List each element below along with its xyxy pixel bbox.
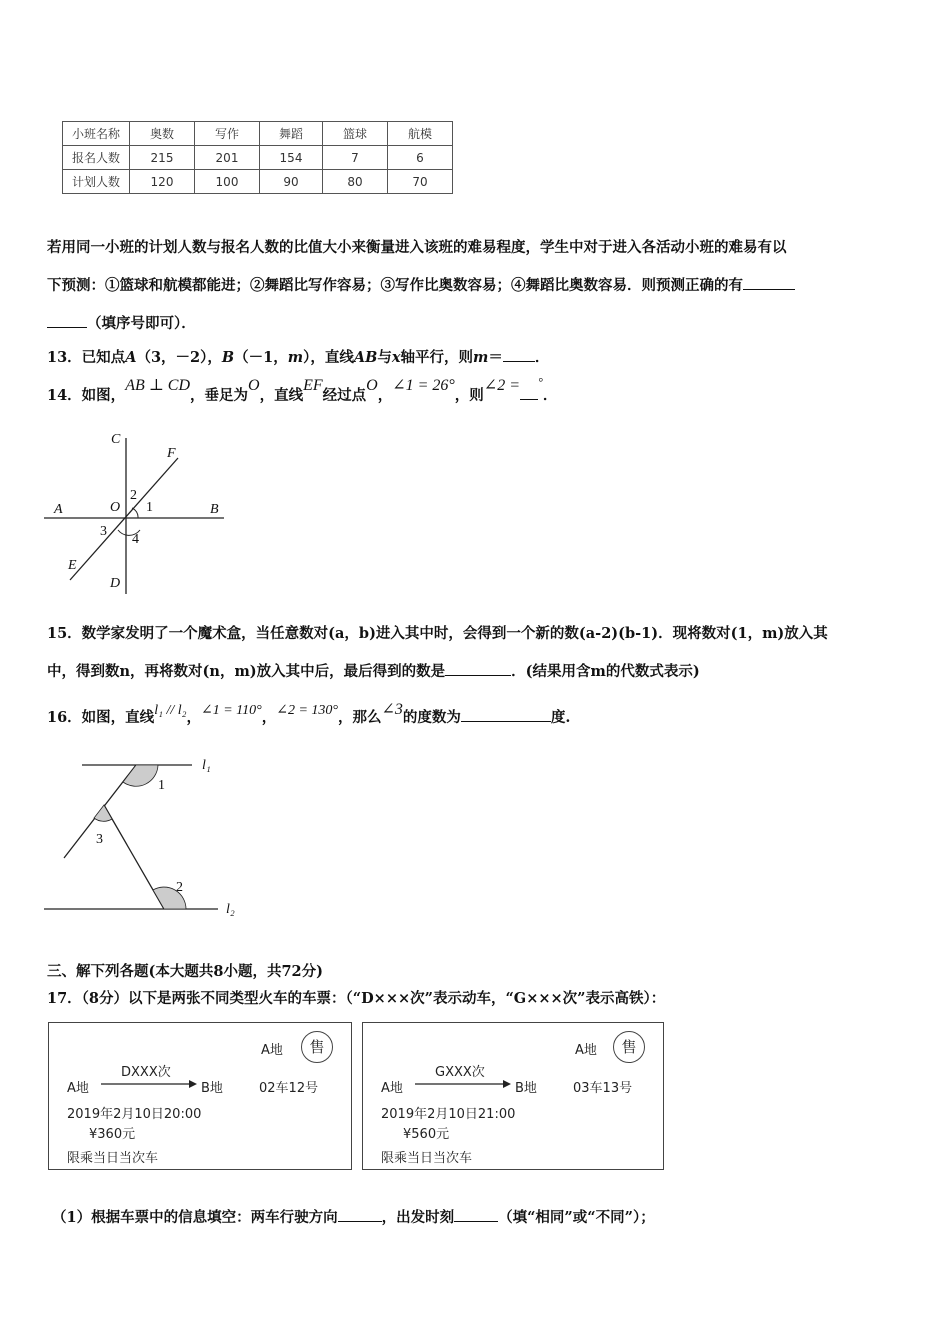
q14-perp: AB ⊥ CD — [125, 377, 191, 394]
table-cell: 报名人数 — [63, 146, 130, 170]
arrow-right-icon — [101, 1078, 197, 1090]
answer-blank — [743, 275, 795, 290]
q17-sub1c: （填“相同”或“不同”）； — [498, 1209, 655, 1226]
label-2: 2 — [176, 880, 183, 895]
q13-point-b: B — [221, 349, 235, 366]
ticket-seat: 03车13号 — [573, 1081, 633, 1096]
q14-o: O — [248, 377, 260, 394]
table-cell: 篮球 — [323, 122, 388, 146]
label-d: D — [110, 576, 121, 591]
q14-then: ，则 — [454, 387, 484, 404]
ticket-seat: 02车12号 — [259, 1081, 319, 1096]
q16-angle3: ∠3 — [381, 701, 403, 718]
q12-line2 — [47, 274, 907, 295]
answer-blank — [503, 347, 535, 362]
table-cell: 201 — [195, 146, 260, 170]
answer-blank — [47, 313, 87, 328]
q15-line2a: 中，得到数n，再将数对(n，m)放入其中后，最后得到的数是 — [47, 663, 446, 680]
label-f: F — [167, 446, 176, 461]
q17-sub1 — [52, 1206, 912, 1227]
label-l1: l₁ — [202, 758, 211, 773]
section-3-heading: 三、解下列各题(本大题共8小题，共72分) — [47, 963, 323, 980]
q16-angle1: ∠1 = 110° — [200, 703, 262, 718]
q13-axis: 轴平行，则 — [400, 349, 474, 366]
table-cell: 120 — [130, 170, 195, 194]
answer-blank — [454, 1207, 498, 1222]
registration-table — [62, 121, 453, 194]
question-14 — [47, 375, 907, 405]
ticket-stamp: 售 — [301, 1031, 333, 1063]
q17-sub1a: （1）根据车票中的信息填空：两车行驶方向 — [52, 1209, 338, 1226]
figure-16-diagram — [40, 752, 260, 927]
ticket-price: ¥560元 — [403, 1127, 450, 1142]
q13-num: 13．已知点 — [47, 349, 126, 366]
q16-comma2: ， — [261, 709, 277, 726]
label-c: C — [111, 432, 121, 447]
q14-angle1: ∠1 = 26° — [392, 377, 455, 394]
q12-line3-text: （填序号即可）． — [87, 315, 196, 332]
ticket-from: A地 — [67, 1081, 89, 1096]
q17-intro: 17．（8分）以下是两张不同类型火车的车票：（“D×××次”表示动车，“G×××次”表示高铁）： — [47, 990, 666, 1007]
ticket-datetime: 2019年2月10日20:00 — [67, 1107, 202, 1122]
table-row — [63, 170, 453, 194]
q16-then: ，那么 — [338, 709, 382, 726]
figure-16 — [40, 752, 260, 927]
q13-point-a: A — [125, 349, 137, 366]
ticket-note: 限乘当日当次车 — [67, 1151, 159, 1166]
table-cell: 100 — [195, 170, 260, 194]
q13-x: x — [391, 349, 401, 366]
q16-num: 16．如图，直线 — [47, 709, 155, 726]
q13-line-ab: AB — [353, 349, 378, 366]
q14-end: ． — [542, 387, 558, 404]
label-l2: l₂ — [226, 902, 235, 917]
table-cell: 80 — [323, 170, 388, 194]
answer-blank — [520, 385, 538, 400]
ticket-datetime: 2019年2月10日21:00 — [381, 1107, 516, 1122]
table-cell: 215 — [130, 146, 195, 170]
q16-angle2: ∠2 = 130° — [276, 703, 339, 718]
q13-m: m — [287, 349, 304, 366]
label-a: A — [54, 502, 63, 517]
table-cell: 航模 — [388, 122, 453, 146]
ticket-price: ¥360元 — [89, 1127, 136, 1142]
q17-sub1b: ，出发时刻 — [381, 1209, 455, 1226]
q16-end: 度. — [550, 709, 571, 726]
train-ticket-d — [48, 1022, 352, 1170]
q15-line1: 15．数学家发明了一个魔术盒，当任意数对(a，b)进入其中时，会得到一个新的数(a-2)(b-1)．现将数对(1，m)放入其 — [47, 625, 828, 642]
q16-parallel: l₁ // l₂ — [154, 703, 187, 718]
figure-14 — [40, 430, 240, 600]
answer-blank — [461, 707, 551, 722]
label-b: B — [210, 502, 219, 517]
label-2: 2 — [130, 488, 137, 503]
q14-num: 14．如图， — [47, 387, 126, 404]
q13-parallel: 与 — [377, 349, 392, 366]
q14-deg: ° — [538, 375, 543, 389]
ticket-station-top: A地 — [261, 1043, 283, 1058]
ticket-train-number: GXXX次 — [435, 1065, 485, 1080]
table-cell: 舞蹈 — [260, 122, 323, 146]
ticket-station-top: A地 — [575, 1043, 597, 1058]
q13-b-coords: （－1， — [234, 349, 288, 366]
q12-line2-text: 下预测：①篮球和航模都能进；②舞蹈比写作容易；③写作比奥数容易；④舞蹈比奥数容易．则预测正确的有 — [47, 277, 743, 294]
q13-eq: ＝ — [488, 349, 503, 366]
ticket-stamp: 售 — [613, 1031, 645, 1063]
answer-blank — [338, 1207, 382, 1222]
question-13 — [47, 346, 907, 367]
ticket-from: A地 — [381, 1081, 403, 1096]
label-3: 3 — [96, 832, 103, 847]
table-cell: 小班名称 — [63, 122, 130, 146]
q14-foot: ，垂足为 — [190, 387, 249, 404]
question-16 — [47, 701, 907, 727]
label-1: 1 — [146, 500, 153, 515]
q16-comma1: ， — [186, 709, 201, 726]
arrow-right-icon — [415, 1078, 511, 1090]
table-cell: 154 — [260, 146, 323, 170]
q13-end: ． — [534, 349, 550, 366]
ticket-note: 限乘当日当次车 — [381, 1151, 473, 1166]
q14-angle2: ∠2 = — [483, 377, 520, 394]
q14-through: 经过点 — [322, 387, 367, 404]
table-cell: 7 — [323, 146, 388, 170]
answer-blank — [445, 661, 511, 676]
table-cell: 计划人数 — [63, 170, 130, 194]
train-ticket-g — [362, 1022, 664, 1170]
table-cell: 奥数 — [130, 122, 195, 146]
q15-line2 — [47, 660, 907, 681]
q12-line1: 若用同一小班的计划人数与报名人数的比值大小来衡量进入该班的难易程度，学生中对于进入各活动小班的难易有以 — [47, 239, 787, 256]
table-row — [63, 146, 453, 170]
table-cell: 90 — [260, 170, 323, 194]
q12-line3 — [47, 312, 907, 333]
label-4: 4 — [132, 532, 139, 547]
q16-degree-of: 的度数为 — [402, 709, 461, 726]
label-e: E — [68, 558, 77, 573]
q13-b-close: ），直线 — [303, 349, 354, 366]
q14-ef: EF — [303, 377, 323, 394]
q14-comma: ， — [377, 387, 393, 404]
ticket-to: B地 — [201, 1081, 223, 1096]
table-cell: 写作 — [195, 122, 260, 146]
q13-a-coords: （3，－2）， — [136, 349, 222, 366]
q14-line: ，直线 — [259, 387, 304, 404]
label-3: 3 — [100, 524, 107, 539]
table-header-row — [63, 122, 453, 146]
table-cell: 70 — [388, 170, 453, 194]
q13-m2: m — [473, 349, 489, 366]
ticket-to: B地 — [515, 1081, 537, 1096]
ticket-train-number: DXXX次 — [121, 1065, 171, 1080]
table-cell: 6 — [388, 146, 453, 170]
label-1: 1 — [158, 778, 165, 793]
label-o: O — [110, 500, 121, 515]
q15-line2b: ．(结果用含m的代数式表示) — [511, 663, 700, 680]
q14-o2: O — [366, 377, 378, 394]
